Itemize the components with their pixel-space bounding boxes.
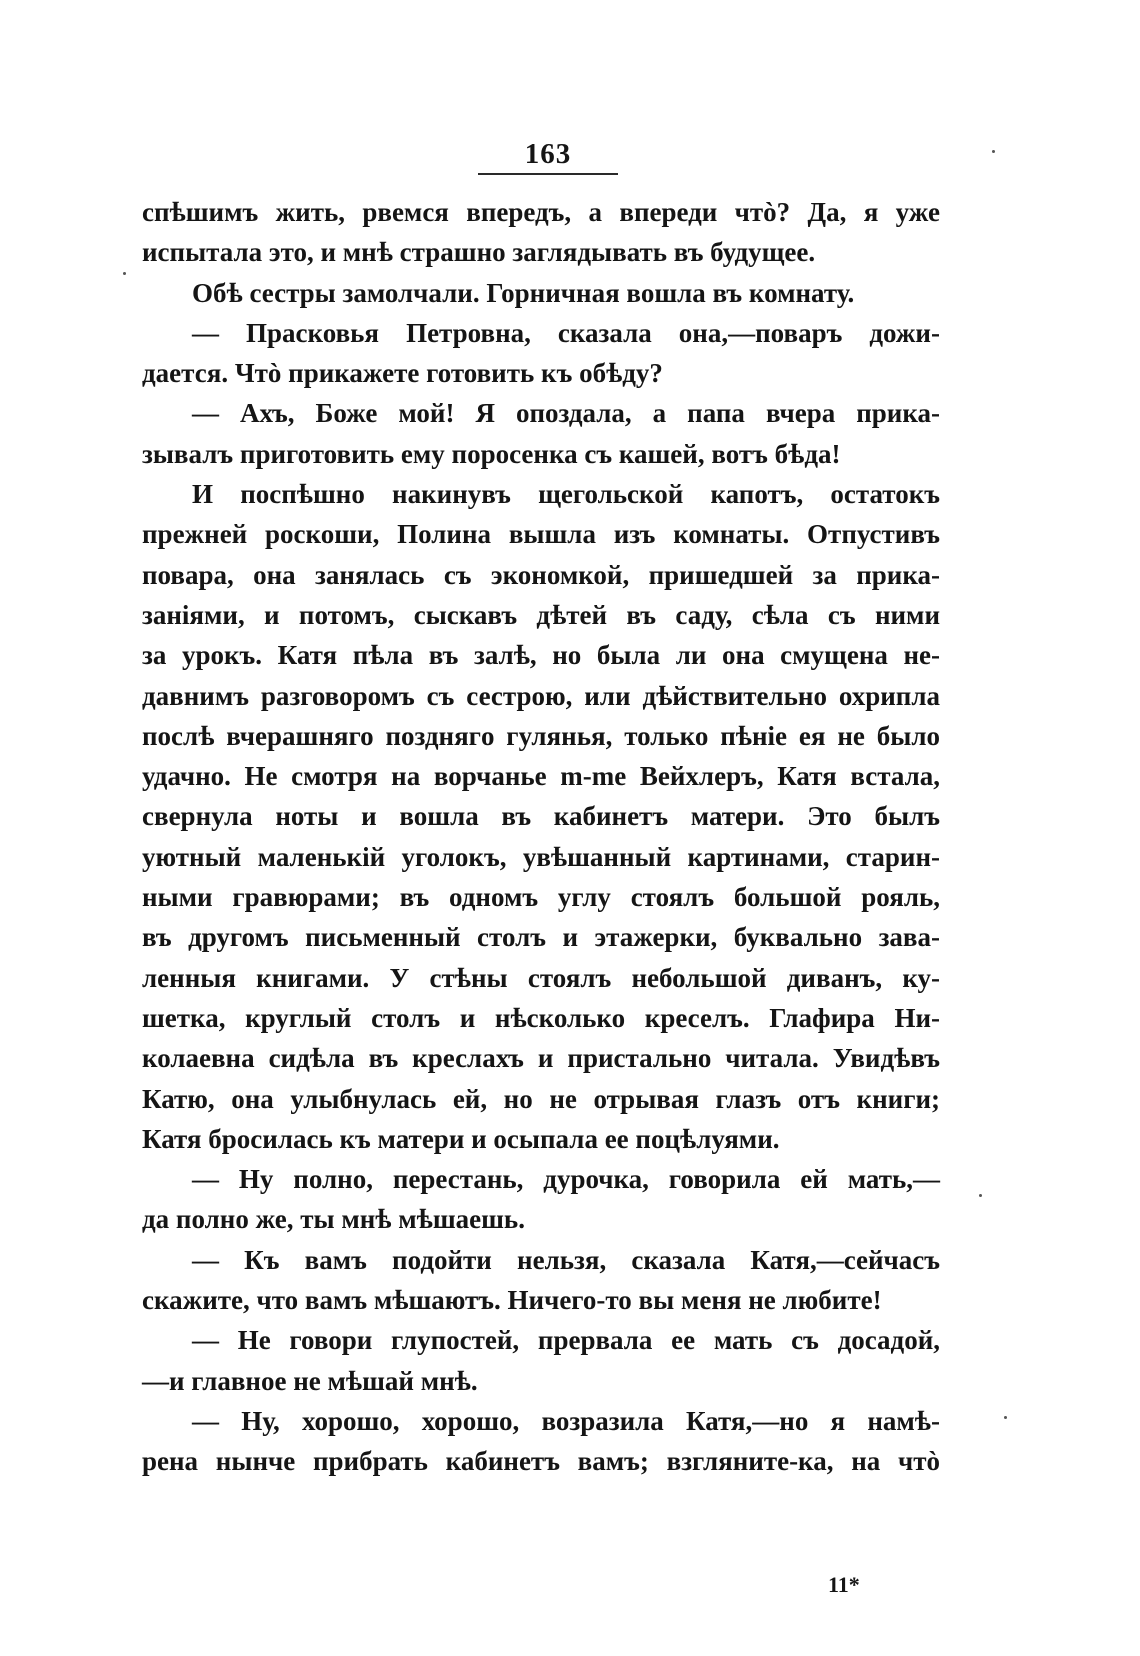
print-speck <box>979 1194 982 1197</box>
text-line: зывалъ приготовить ему поросенка съ кашей, вотъ бѣда! <box>142 438 841 469</box>
text-line: — Ну полно, перестань, дурочка, говорила ей мать,— <box>192 1164 940 1195</box>
text-line: И поспѣшно накинувъ щегольской капотъ, остатокъ <box>192 479 940 510</box>
text-line: въ другомъ письменный столъ и этажерки, буквально зава- <box>142 922 940 953</box>
text-line: повара, она занялась съ экономкой, пришедшей за прика- <box>142 559 940 590</box>
text-line: — Прасковья Петровна, сказала она,—поваръ дожи- <box>192 317 940 348</box>
text-line: —и главное не мѣшай мнѣ. <box>142 1365 478 1396</box>
text-line: — Ахъ, Боже мой! Я опоздала, а папа вчера прика- <box>192 398 940 429</box>
header-rule <box>478 173 618 175</box>
text-line: уютный маленькiй уголокъ, увѣшанный картинами, старин- <box>142 841 940 872</box>
text-line: прежней роскоши, Полина вышла изъ комнаты. Отпустивъ <box>142 519 940 550</box>
text-line: колаевна сидѣла въ креслахъ и пристально читала. Увидѣвъ <box>142 1043 940 1074</box>
page-number: 163 <box>524 138 572 170</box>
body-text <box>142 192 940 1482</box>
text-line: ленныя книгами. У стѣны стоялъ небольшой диванъ, ку- <box>142 962 940 993</box>
text-line: рена нынче прибрать кабинетъ вамъ; взгляните-ка, на чтò <box>142 1446 940 1477</box>
text-line: — Къ вамъ подойти нельзя, сказала Катя,—сейчасъ <box>192 1244 940 1275</box>
text-line: — Не говори глупостей, прервала ее мать съ досадой, <box>192 1325 940 1356</box>
text-line: спѣшимъ жить, рвемся впередъ, а впереди чтò? Да, я уже <box>142 197 940 227</box>
text-line: скажите, что вамъ мѣшаютъ. Ничего-то вы меня не любите! <box>142 1285 882 1316</box>
text-line: — Ну, хорошо, хорошо, возразила Катя,—но я намѣ- <box>192 1405 940 1436</box>
print-speck <box>1004 1416 1007 1419</box>
text-line: давнимъ разговоромъ съ сестрою, или дѣйствительно охрипла <box>142 680 940 711</box>
text-line: послѣ вчерашняго позднягo гулянья, только пѣнiе ея не было <box>142 720 940 751</box>
text-line: ными гравюрами; въ одномъ углу стоялъ большой рояль, <box>142 882 940 913</box>
text-line: Катя бросилась къ матери и осыпала ее поцѣлуями. <box>142 1123 780 1154</box>
print-speck <box>123 272 126 275</box>
text-line: испытала это, и мнѣ страшно заглядывать въ будущее. <box>142 237 816 268</box>
text-line: Обѣ сестры замолчали. Горничная вошла въ комнату. <box>192 277 855 308</box>
text-line: да полно же, ты мнѣ мѣшаешь. <box>142 1204 525 1235</box>
text-line: удачно. Не смотря на ворчанье m-me Вейхлеръ, Катя встала, <box>142 761 940 792</box>
text-line: Катю, она улыбнулась ей, но не отрывая глазъ отъ книги; <box>142 1083 940 1114</box>
text-line: свернула ноты и вошла въ кабинетъ матери. Это былъ <box>142 801 940 832</box>
text-line: дается. Чтò прикажете готовить къ обѣду? <box>142 358 663 389</box>
text-line: шетка, круглый столъ и нѣсколько креселъ. Глафира Ни- <box>142 1002 940 1033</box>
signature-mark: 11* <box>828 1572 860 1597</box>
text-line: занiями, и потомъ, сыскавъ дѣтей въ саду, сѣла съ ними <box>142 599 940 630</box>
text-line: за урокъ. Катя пѣла въ залѣ, но была ли она смущена не- <box>142 640 940 671</box>
print-speck <box>992 150 995 153</box>
